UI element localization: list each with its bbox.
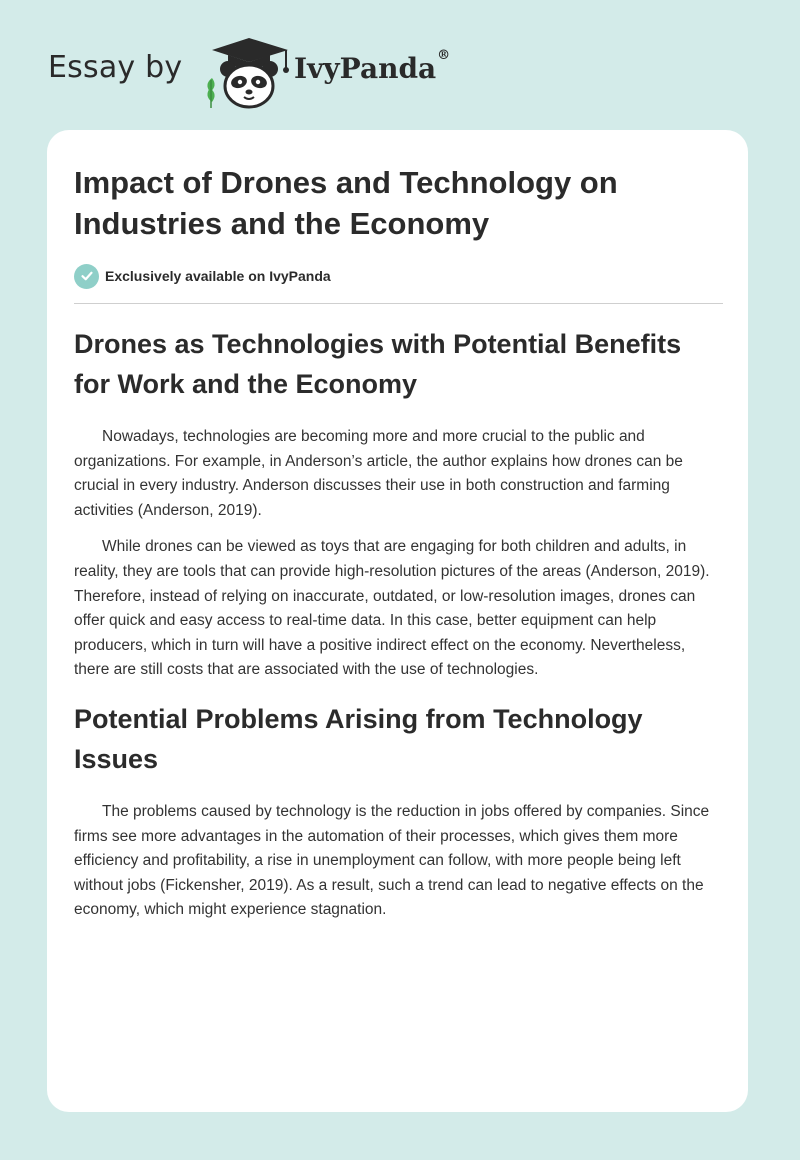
check-icon: [74, 264, 99, 289]
panda-logo-icon: [202, 36, 296, 112]
section-heading: Drones as Technologies with Potential Benefits for Work and the Economy: [74, 329, 682, 399]
paragraph: The problems caused by technology is the reduction in jobs offered by companies. Since firms see more advantages in the automation of their processes, which gives them more efficiency and profitability, a rise in unemployment can follow, with more people being left without jobs (Fickensher, 2019). As a result, such a trend can lead to negative effects on the economy, which might experience stagnation.: [74, 802, 710, 919]
essay-title: Impact of Drones and Technology on Industries and the Economy: [74, 165, 618, 241]
brand-prefix: Essay by: [48, 50, 183, 85]
brand-header[interactable]: [48, 36, 508, 112]
title-divider: [74, 303, 723, 304]
paragraph: While drones can be viewed as toys that are engaging for both children and adults, in reality, they are tools that can provide high-resolution pictures of the areas (Anderson, 2019). Therefore, instead of relying on inaccurate, outdated, or low-resolution images, drones can offer quick and easy access to real-time data. In this case, better equipment can help producers, which in turn will have a positive indirect effect on the economy. Nevertheless, there are still costs that are associated with the use of technologies.: [74, 538, 710, 679]
exclusive-badge-text: Exclusively available on IvyPanda: [105, 268, 331, 284]
paragraph: Nowadays, technologies are becoming more and more crucial to the public and organizations. For example, in Anderson’s article, the author explains how drones can be crucial in every industry. Anderson discusses their use in both construction and farming activities (Anderson, 2019).: [74, 428, 683, 519]
brand-name: IvyPanda®: [294, 48, 451, 85]
essay-card: [47, 130, 748, 1112]
exclusive-badge: [74, 263, 331, 289]
essay-body: [74, 324, 724, 923]
registered-mark: ®: [437, 48, 451, 63]
section-heading: Potential Problems Arising from Technology Issues: [74, 703, 643, 774]
